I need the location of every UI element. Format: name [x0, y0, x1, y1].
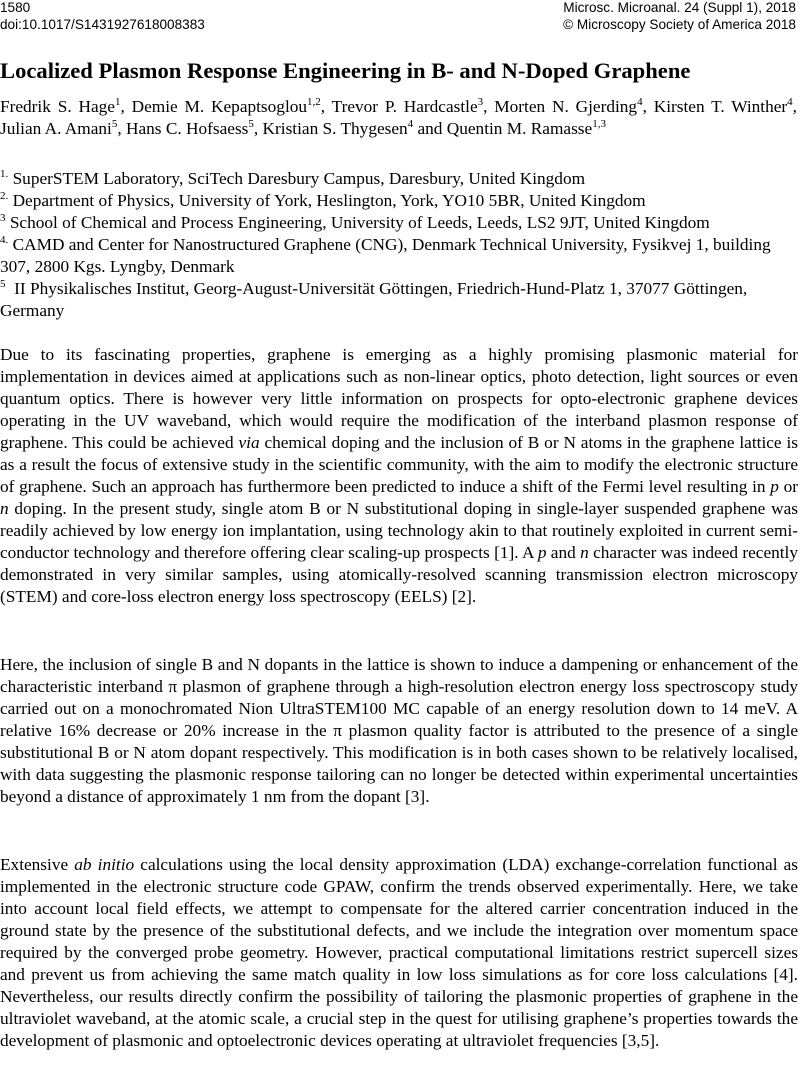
italic-term: p — [770, 477, 779, 496]
text-run: or — [778, 477, 798, 496]
author-separator: and — [413, 119, 447, 138]
text-run: Here, the inclusion of single B and N dopants in the lattice is shown to induce a dampening or enhancement of the characteristic interband π plasmon of graphene through a high-resolution electron energy loss spectroscopy study carried out on a monochromated Nion UltraSTEM100 MC capable of an energy resolution down to 14 meV. A relative 16% decrease or 20% increase in the π plasmon quality factor is attributed to the presence of a single substitutional B or N atom dopant respectively. This modification is in both cases shown to be relatively localised, with data suggesting the plasmonic response tailoring can no longer be detected within experimental uncertainties beyond a distance of approximately 1 nm from the dopant [3]. — [0, 655, 798, 806]
author-affiliation-mark: 1,2 — [307, 96, 321, 109]
author-affiliation-mark: 5 — [248, 118, 254, 131]
author-separator: , — [792, 97, 797, 116]
author-affiliation-mark: 4 — [407, 118, 414, 131]
affiliation-mark: 5 — [0, 278, 6, 291]
author-affiliation-mark: 3 — [477, 96, 484, 109]
text-run: and — [546, 543, 581, 562]
paper-title: Localized Plasmon Response Engineering in B- and N-Doped Graphene — [0, 58, 691, 83]
affiliation-3 — [0, 212, 797, 234]
italic-term: n — [580, 543, 589, 562]
author-separator: , — [117, 119, 126, 138]
author-name: Morten N. Gjerding — [494, 97, 638, 116]
text-run: doping. In the present study, single atom B or N substitutional doping in single-layer suspended graphene was readily achieved by low energy ion implantation, using technology akin to that routinely exploited in current semi-conductor technology and therefore offering clear scaling-up prospects [1]. A — [0, 499, 798, 562]
running-header — [0, 0, 800, 34]
affiliation-list — [0, 168, 797, 322]
affiliation-text: School of Chemical and Process Engineering, University of Leeds, Leeds, LS2 9JT, United Kingdom — [5, 213, 710, 232]
author-separator: , — [642, 97, 654, 116]
author-affiliation-mark: 1 — [114, 96, 121, 109]
author-affiliation-mark: 5 — [111, 118, 118, 131]
author-affiliation-mark: 4 — [637, 96, 643, 109]
text-run: chemical doping and the inclusion of B or N atoms in the graphene lattice is as a result the focus of extensive study in the scientific community, with the aim to modify the electronic structure of graphene. Such an approach has furthermore been predicted to induce a shift of the Fermi level resulting in — [0, 433, 798, 496]
author-name: Hans C. Hofsaess — [126, 119, 249, 138]
author-name: Kirsten T. Winther — [653, 97, 788, 116]
body-paragraph-2 — [0, 654, 798, 808]
italic-term: n — [0, 499, 9, 518]
affiliation-mark: 2. — [0, 190, 9, 203]
affiliation-mark: 4. — [0, 234, 9, 247]
copyright-notice: © Microscopy Society of America 2018 — [563, 17, 796, 32]
affiliation-4 — [0, 234, 797, 278]
author-affiliation-mark: 1,3 — [592, 118, 606, 131]
journal-citation: Microsc. Microanal. 24 (Suppl 1), 2018 — [563, 0, 796, 15]
author-name: Demie M. Kepaptsoglou — [131, 97, 308, 116]
italic-term: via — [238, 433, 260, 452]
doi: doi:10.1017/S1431927618008383 — [0, 17, 205, 32]
page-number: 1580 — [0, 0, 31, 15]
text-run: calculations using the local density approximation (LDA) exchange-correlation functional as implemented in the electronic structure code GPAW, confirm the trends observed experimentally. Here, we take into account local field effects, we attempt to compensate for the altered carrier concentration induced in the ground state by the presence of the substitutional defects, and we include the integration over momentum space required by the converged probe geometry. However, practical computational limitations restrict supercell sizes and prevent us from achieving the same match quality in low loss simulations as for core loss calculations [4]. Nevertheless, our results directly confirm the possibility of tailoring the plasmonic properties of graphene in the ultraviolet waveband, at the atomic scale, a crucial step in the quest for utilising graphene’s properties towards the development of plasmonic and optoelectronic devices operating at ultraviolet frequencies [3,5]. — [0, 855, 798, 1050]
affiliation-text: Department of Physics, University of York, Heslington, York, YO10 5BR, United Kingdom — [8, 191, 646, 210]
text-run: character was indeed recently demonstrated in very similar samples, using atomically-resolved scanning transmission electron microscopy (STEM) and core-loss electron energy loss spectroscopy (EELS) [2]. — [0, 543, 799, 606]
author-list — [0, 96, 797, 140]
body-paragraph-1 — [0, 344, 798, 608]
text-run: Due to its fascinating properties, graphene is emerging as a highly promising plasmonic material for implementation in devices aimed at applications such as non-linear optics, photo detection, light sources or even quantum optics. There is however very little information on prospects for opto-electronic graphene devices operating in the UV waveband, which would require the modification of the interband plasmon response of graphene. This could be achieved — [0, 345, 798, 452]
author-separator: , — [320, 97, 332, 116]
text-run: Extensive — [0, 855, 75, 874]
author-separator: , — [120, 97, 132, 116]
affiliation-2 — [0, 190, 797, 212]
italic-term: p — [537, 543, 547, 562]
affiliation-text: II Physikalisches Institut, Georg-August-Universität Göttingen, Friedrich-Hund-Platz 1, 37077 Göttingen, Germany — [0, 279, 752, 320]
italic-term: ab initio — [74, 855, 135, 874]
affiliation-text: SuperSTEM Laboratory, SciTech Daresbury Campus, Daresbury, United Kingdom — [8, 169, 586, 188]
affiliation-mark: 3 — [0, 212, 6, 225]
author-name: Kristian S. Thygesen — [262, 119, 408, 138]
author-separator: , — [483, 97, 495, 116]
affiliation-1 — [0, 168, 797, 190]
author-separator: , — [253, 119, 263, 138]
affiliation-mark: 1. — [0, 168, 9, 181]
author-affiliation-mark: 4 — [787, 96, 793, 109]
author-name: Trevor P. Hardcastle — [331, 97, 478, 116]
affiliation-5 — [0, 278, 797, 322]
author-name: Fredrik S. Hage — [0, 97, 115, 116]
author-name: Quentin M. Ramasse — [446, 119, 593, 138]
author-name: Julian A. Amani — [0, 119, 112, 138]
body-paragraph-3 — [0, 854, 798, 1052]
affiliation-text: CAMD and Center for Nanostructured Graphene (CNG), Denmark Technical University, Fysikvej 1, building 307, 2800 Kgs. Lyngby, Denmark — [0, 235, 775, 276]
